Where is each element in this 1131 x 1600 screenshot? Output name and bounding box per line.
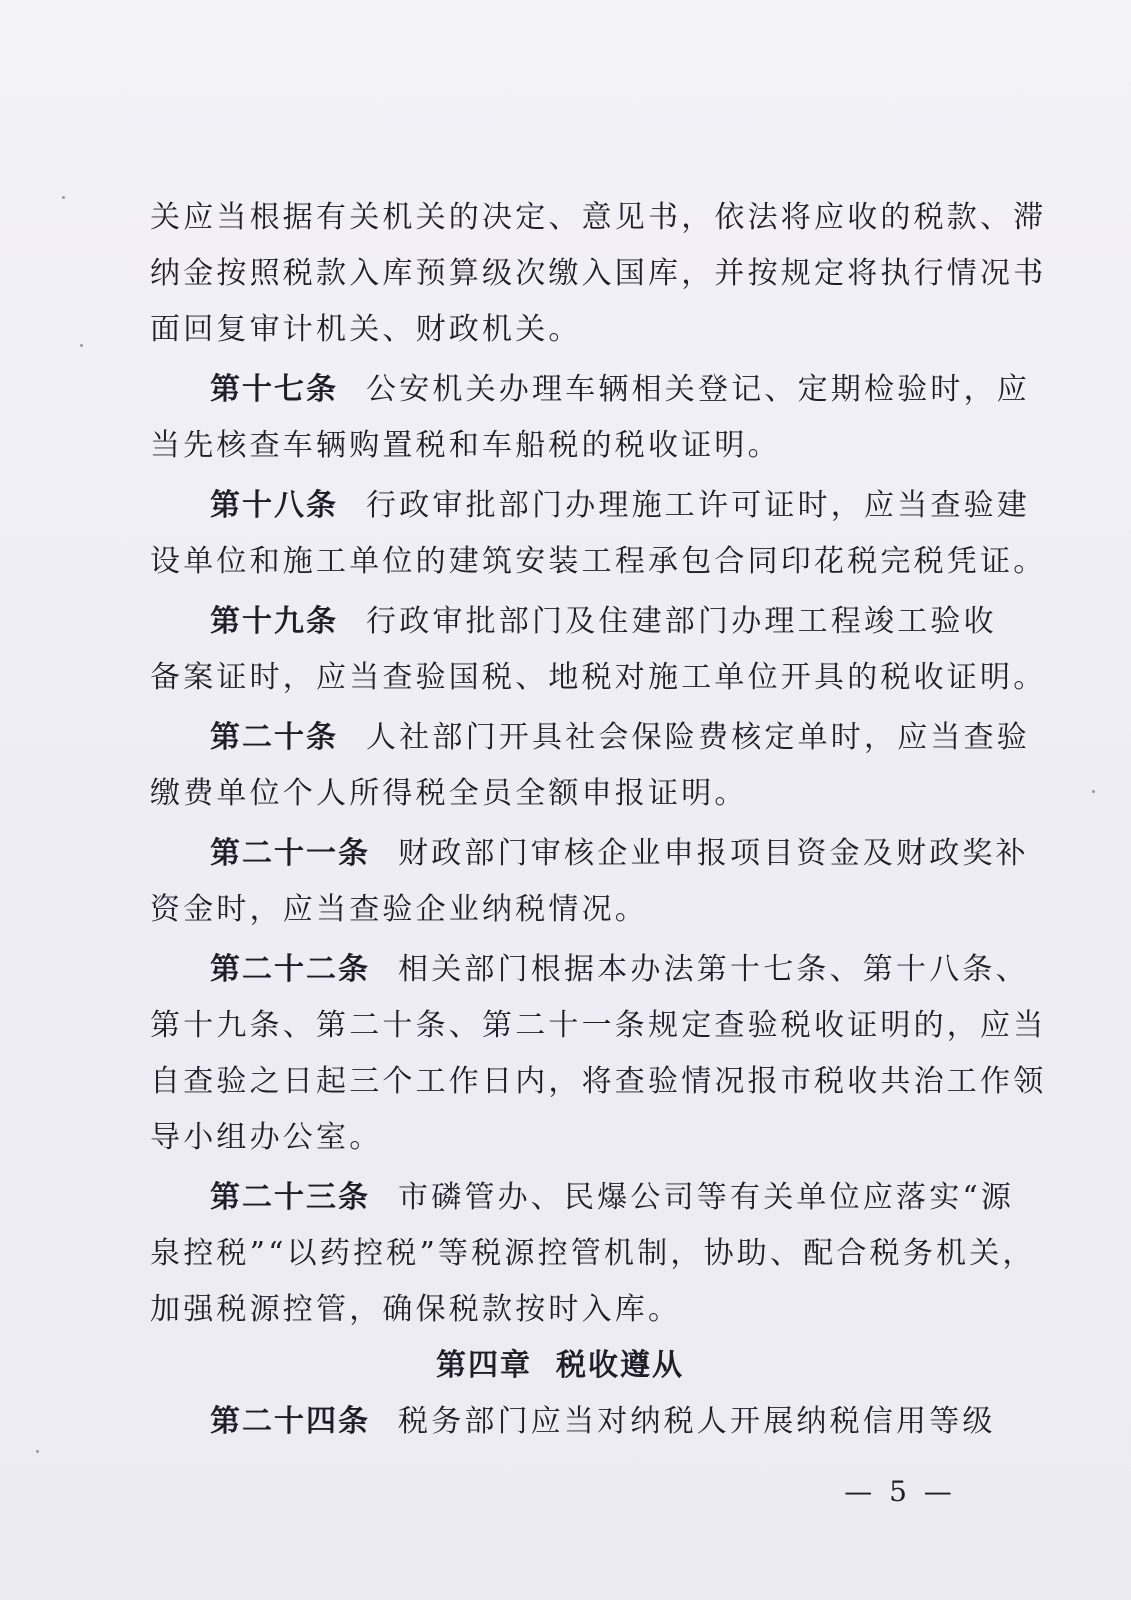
article-21 [150, 826, 1029, 938]
article-title: 第二十条 [210, 720, 338, 755]
article-first-line [150, 594, 997, 650]
article-24 [150, 1394, 996, 1450]
article-19 [150, 594, 1047, 706]
article-title: 第二十一条 [210, 836, 370, 871]
chapter-name: 税收遵从 [556, 1348, 684, 1383]
text-line: 税务部门应当对纳税人开展纳税信用等级 [398, 1404, 996, 1439]
article-title: 第二十二条 [210, 952, 370, 987]
body-text [150, 190, 1047, 1450]
article-first-line [150, 710, 1030, 766]
article-18 [150, 478, 1047, 590]
text-line: 公安机关办理车辆相关登记、定期检验时，应 [366, 372, 1030, 407]
text-line: 相关部门根据本办法第十七条、第十八条、 [398, 952, 1029, 987]
scan-speck [62, 196, 65, 199]
text-line: 第十九条、第二十条、第二十一条规定查验税收证明的，应当 [150, 1008, 1047, 1043]
text-line: 行政审批部门及住建部门办理工程竣工验收 [366, 604, 997, 639]
scan-speck [1092, 790, 1095, 793]
text-line: 缴费单位个人所得税全员全额申报证明。 [150, 776, 748, 811]
article-first-line [150, 362, 1030, 418]
text-line: 资金时，应当查验企业纳税情况。 [150, 892, 648, 927]
article-first-line [150, 942, 1029, 998]
page-number: — 5 — [844, 1475, 956, 1508]
text-line: 市磷管办、民爆公司等有关单位应落实“源 [398, 1180, 1015, 1215]
text-line: 纳金按照税款入库预算级次缴入国库，并按规定将执行情况书 [150, 256, 1047, 291]
article-first-line [150, 826, 1029, 882]
text-line: 人社部门开具社会保险费核定单时，应当查验 [366, 720, 1030, 755]
text-line: 导小组办公室。 [150, 1120, 383, 1155]
text-line: 财政部门审核企业申报项目资金及财政奖补 [398, 836, 1029, 871]
article-title: 第十八条 [210, 488, 338, 523]
article-title: 第二十四条 [210, 1404, 370, 1439]
paragraph-continuation [150, 190, 1047, 358]
text-line: 行政审批部门办理施工许可证时，应当查验建 [366, 488, 1030, 523]
article-first-line [150, 1394, 996, 1450]
scan-speck [36, 1450, 39, 1453]
article-23 [150, 1170, 1036, 1338]
article-22 [150, 942, 1047, 1166]
chapter-heading [150, 1338, 970, 1394]
article-title: 第十七条 [210, 372, 338, 407]
text-line: 备案证时，应当查验国税、地税对施工单位开具的税收证明。 [150, 660, 1047, 695]
text-line: 设单位和施工单位的建筑安装工程承包合同印花税完税凭证。 [150, 544, 1047, 579]
text-line: 面回复审计机关、财政机关。 [150, 312, 582, 347]
chapter-number: 第四章 [436, 1348, 532, 1383]
article-20 [150, 710, 1030, 822]
text-line: 加强税源控管，确保税款按时入库。 [150, 1292, 682, 1327]
article-17 [150, 362, 1030, 474]
article-title: 第二十三条 [210, 1180, 370, 1215]
article-first-line [150, 478, 1030, 534]
text-line: 关应当根据有关机关的决定、意见书，依法将应收的税款、滞 [150, 200, 1047, 235]
scan-speck [80, 344, 83, 347]
article-title: 第十九条 [210, 604, 338, 639]
text-line: 当先核查车辆购置税和车船税的税收证明。 [150, 428, 781, 463]
text-line: 泉控税”“以药控税”等税源控管机制，协助、配合税务机关， [150, 1236, 1036, 1271]
text-line: 自查验之日起三个工作日内，将查验情况报市税收共治工作领 [150, 1064, 1047, 1099]
article-first-line [150, 1170, 1015, 1226]
